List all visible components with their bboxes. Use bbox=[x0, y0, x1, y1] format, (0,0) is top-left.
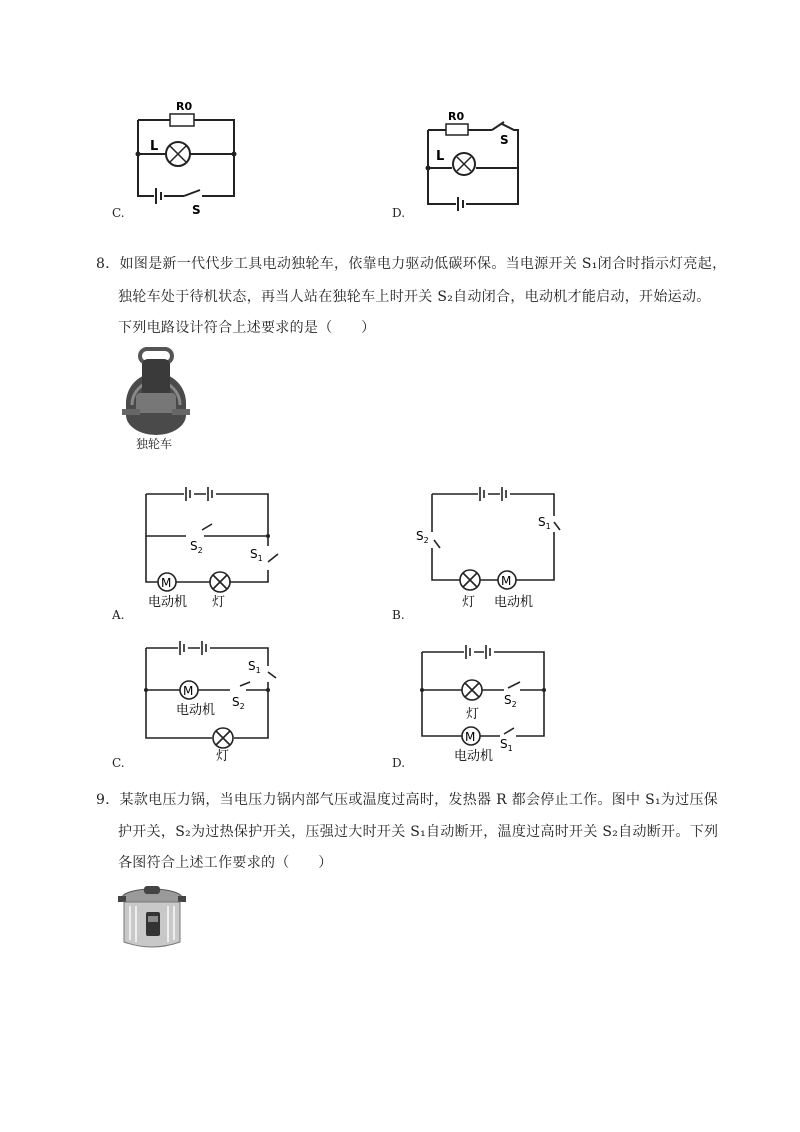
switch-label: S bbox=[192, 203, 201, 216]
q9-line2: 护开关，S₂为过热保护开关，压强过大时开关 S₁自动断开，温度过高时开关 S₂自动断开。下列 bbox=[118, 824, 719, 840]
b-s1-label: $S_1$ bbox=[538, 515, 551, 531]
a-lamp-text: 灯 bbox=[212, 595, 226, 610]
c-s1-label: $S_1$ bbox=[248, 659, 261, 675]
q9-line1: 某款电压力锅，当电压力锅内部气压或温度过高时，发热器 R 都会停止工作。图中 S₁为过压保 bbox=[119, 792, 719, 808]
q9-number: 9． bbox=[96, 792, 120, 808]
d-r0-label: R0 bbox=[448, 110, 465, 123]
q8-option-b-circuit bbox=[414, 482, 574, 612]
q8-line3: 下列电路设计符合上述要求的是（ ） bbox=[118, 320, 376, 336]
d-lamp-text: 灯 bbox=[466, 707, 480, 722]
unicycle-caption: 独轮车 bbox=[136, 437, 173, 451]
a-s2-label: $S_2$ bbox=[190, 539, 203, 555]
d-s2-label: $S_2$ bbox=[504, 693, 517, 709]
q8-option-d-label: D. bbox=[392, 756, 406, 770]
d-motor-text: 电动机 bbox=[454, 749, 494, 764]
a-s1-label: $S_1$ bbox=[250, 547, 263, 563]
d-switch-label: S bbox=[500, 133, 509, 147]
prev-option-d-circuit bbox=[418, 104, 528, 214]
d-lamp-label: L bbox=[436, 149, 445, 164]
b-motor-text: 电动机 bbox=[494, 595, 534, 610]
prev-option-d-label: D. bbox=[392, 206, 406, 220]
q8-option-b-label: B. bbox=[392, 608, 405, 622]
unicycle-image bbox=[118, 345, 194, 451]
q8-line1: 如图是新一代代步工具电动独轮车，依靠电力驱动低碳环保。当电源开关 S₁闭合时指示灯亮起， bbox=[119, 256, 727, 272]
q8-option-a-label: A. bbox=[112, 608, 125, 622]
c-lamp-text: 灯 bbox=[216, 749, 230, 764]
q8-option-c-circuit bbox=[140, 636, 290, 766]
d-s1-label: $S_1$ bbox=[500, 737, 513, 753]
prev-option-c-circuit bbox=[128, 96, 248, 216]
lamp-label: L bbox=[150, 139, 159, 154]
q8-option-c-label: C. bbox=[112, 756, 125, 770]
pressure-cooker-image bbox=[116, 884, 188, 954]
b-lamp-text: 灯 bbox=[462, 595, 476, 610]
b-s2-label: $S_2$ bbox=[416, 529, 429, 545]
c-motor-text: 电动机 bbox=[176, 703, 216, 718]
q8-number: 8． bbox=[96, 256, 120, 272]
r0-label: R0 bbox=[176, 100, 193, 113]
c-s2-label: $S_2$ bbox=[232, 695, 245, 711]
d-motor-symbol: M bbox=[465, 730, 476, 744]
a-motor-text: 电动机 bbox=[148, 595, 188, 610]
q8-option-d-circuit bbox=[416, 636, 556, 766]
b-motor-symbol: M bbox=[501, 574, 512, 588]
q8-option-a-circuit bbox=[140, 482, 290, 612]
q8-line2: 独轮车处于待机状态，再当人站在独轮车上时开关 S₂自动闭合，电动机才能启动，开始运动。 bbox=[118, 289, 711, 305]
c-motor-symbol: M bbox=[183, 684, 194, 698]
q9-line3: 各图符合上述工作要求的（ ） bbox=[118, 855, 333, 871]
a-motor-symbol: M bbox=[161, 576, 172, 590]
prev-option-c-label: C. bbox=[112, 206, 125, 220]
